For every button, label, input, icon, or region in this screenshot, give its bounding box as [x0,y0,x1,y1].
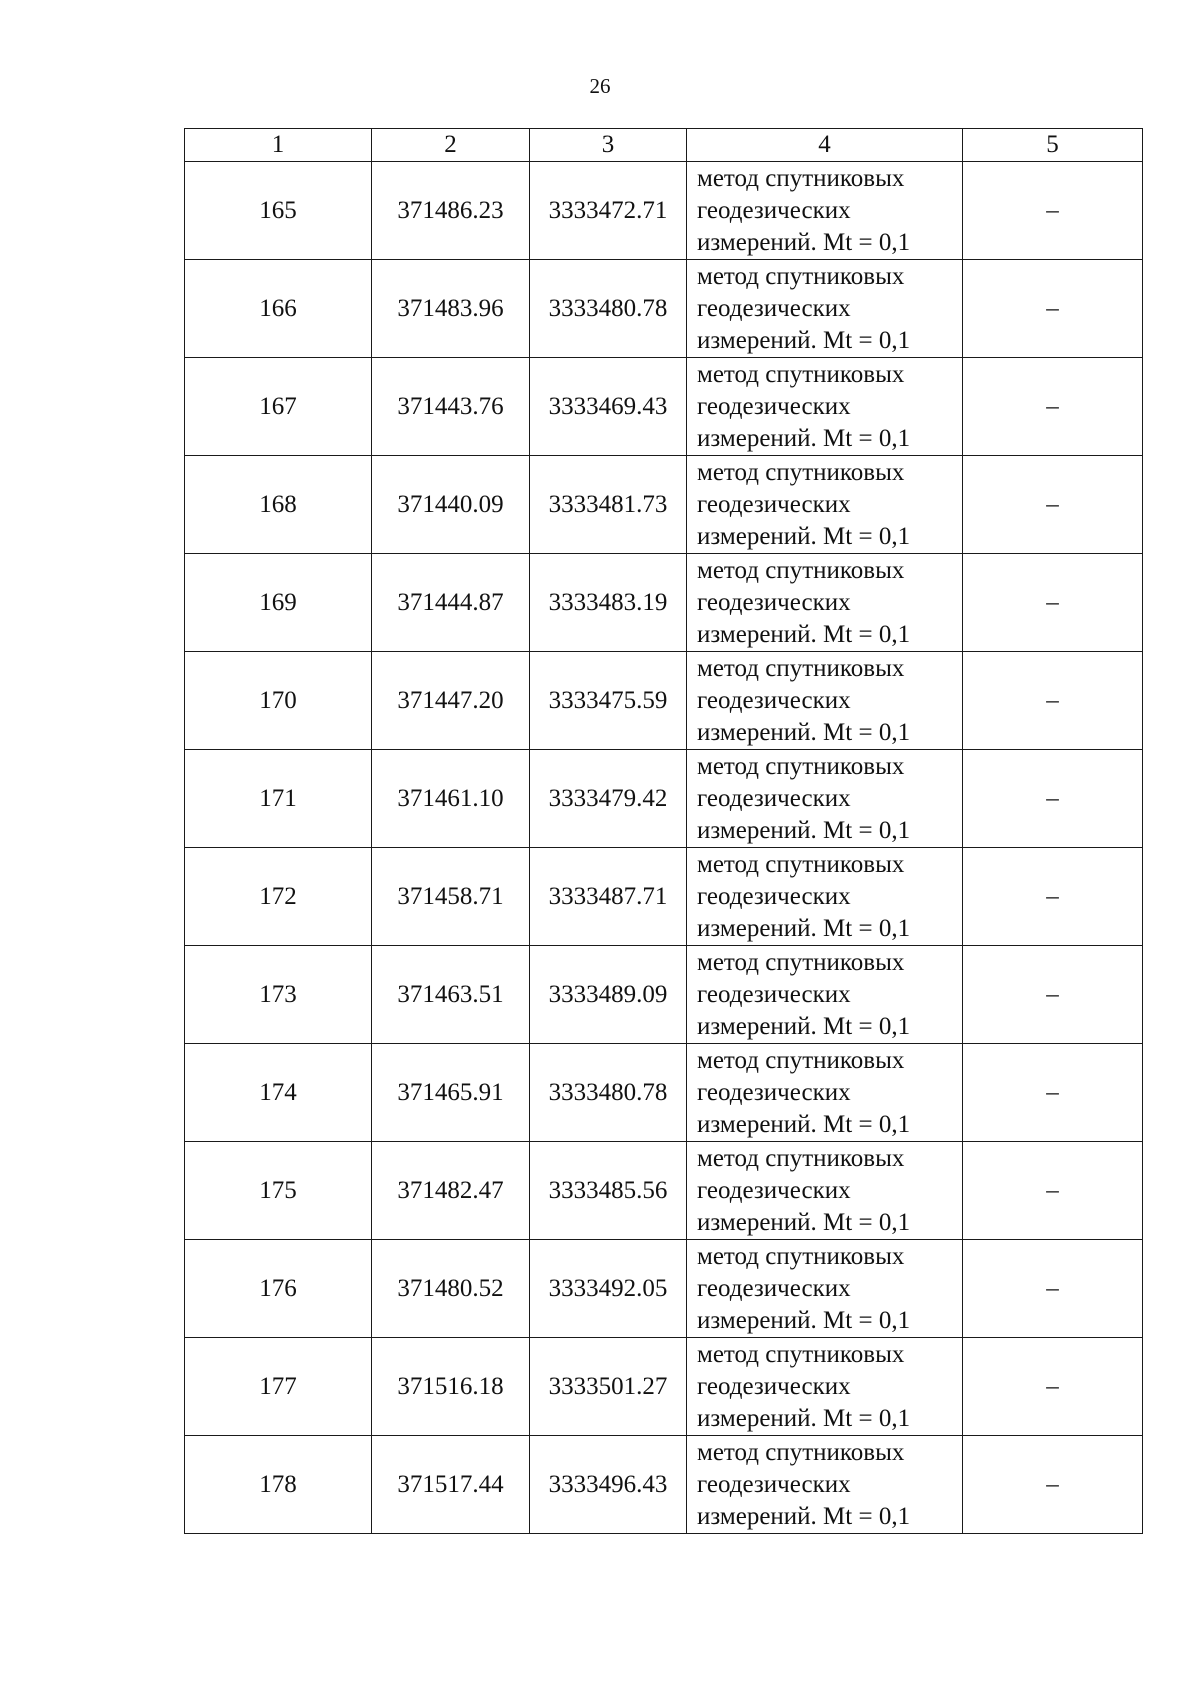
note-cell: – [963,1436,1143,1534]
method-cell [687,1240,963,1338]
method-line: метод спутниковых [697,1046,905,1074]
coordinate-y-cell: 3333485.56 [530,1142,687,1240]
point-number-cell: 171 [185,750,372,848]
coordinate-y-cell: 3333481.73 [530,456,687,554]
coordinate-y-cell: 3333480.78 [530,260,687,358]
coordinate-y-cell: 3333472.71 [530,162,687,260]
coordinate-x-cell: 371463.51 [372,946,530,1044]
method-cell [687,848,963,946]
method-line: измерений. Mt = 0,1 [697,620,911,648]
method-line: геодезических [697,1176,851,1204]
method-line: метод спутниковых [697,752,905,780]
table-row [185,1142,1143,1240]
note-cell: – [963,1240,1143,1338]
method-line: метод спутниковых [697,654,905,682]
table-row [185,1338,1143,1436]
method-line: геодезических [697,1372,851,1400]
method-line: измерений. Mt = 0,1 [697,228,911,256]
method-line: измерений. Mt = 0,1 [697,424,911,452]
table-row [185,1240,1143,1338]
method-line: измерений. Mt = 0,1 [697,326,911,354]
coordinate-y-cell: 3333501.27 [530,1338,687,1436]
method-line: измерений. Mt = 0,1 [697,1404,911,1432]
coordinate-y-cell: 3333469.43 [530,358,687,456]
method-cell [687,1142,963,1240]
point-number-cell: 167 [185,358,372,456]
point-number-cell: 172 [185,848,372,946]
method-line: метод спутниковых [697,360,905,388]
method-line: метод спутниковых [697,1242,905,1270]
coordinate-x-cell: 371444.87 [372,554,530,652]
table-row [185,554,1143,652]
method-line: геодезических [697,784,851,812]
table-row [185,652,1143,750]
method-line: геодезических [697,882,851,910]
method-line: измерений. Mt = 0,1 [697,522,911,550]
column-header-2: 2 [372,129,530,162]
point-number-cell: 177 [185,1338,372,1436]
note-cell: – [963,946,1143,1044]
note-cell: – [963,652,1143,750]
table-row [185,946,1143,1044]
point-number-cell: 165 [185,162,372,260]
method-cell [687,1044,963,1142]
column-header-3: 3 [530,129,687,162]
coordinate-y-cell: 3333492.05 [530,1240,687,1338]
method-line: метод спутниковых [697,1144,905,1172]
coordinate-x-cell: 371486.23 [372,162,530,260]
note-cell: – [963,1338,1143,1436]
coordinate-y-cell: 3333479.42 [530,750,687,848]
coordinate-x-cell: 371461.10 [372,750,530,848]
method-cell [687,260,963,358]
point-number-cell: 166 [185,260,372,358]
column-header-4: 4 [687,129,963,162]
point-number-cell: 173 [185,946,372,1044]
coordinate-x-cell: 371465.91 [372,1044,530,1142]
column-header-5: 5 [963,129,1143,162]
method-cell [687,554,963,652]
method-cell [687,946,963,1044]
coordinate-x-cell: 371447.20 [372,652,530,750]
table-row [185,1044,1143,1142]
method-line: метод спутниковых [697,262,905,290]
coordinate-x-cell: 371480.52 [372,1240,530,1338]
point-number-cell: 175 [185,1142,372,1240]
method-line: измерений. Mt = 0,1 [697,1110,911,1138]
page-number: 26 [589,74,611,98]
note-cell: – [963,1044,1143,1142]
method-line: геодезических [697,588,851,616]
method-line: измерений. Mt = 0,1 [697,1502,911,1530]
table-row [185,260,1143,358]
method-line: измерений. Mt = 0,1 [697,816,911,844]
method-line: метод спутниковых [697,1340,905,1368]
method-cell [687,162,963,260]
coordinate-x-cell: 371483.96 [372,260,530,358]
method-line: геодезических [697,980,851,1008]
method-line: метод спутниковых [697,1438,905,1466]
column-header-1: 1 [185,129,372,162]
table-row [185,848,1143,946]
point-number-cell: 176 [185,1240,372,1338]
coordinate-y-cell: 3333483.19 [530,554,687,652]
method-line: метод спутниковых [697,556,905,584]
coordinate-y-cell: 3333487.71 [530,848,687,946]
point-number-cell: 168 [185,456,372,554]
coordinate-y-cell: 3333475.59 [530,652,687,750]
note-cell: – [963,1142,1143,1240]
table-row [185,1436,1143,1534]
coordinate-x-cell: 371517.44 [372,1436,530,1534]
method-line: геодезических [697,1274,851,1302]
point-number-cell: 174 [185,1044,372,1142]
table-body [185,162,1143,1534]
method-line: геодезических [697,490,851,518]
method-line: геодезических [697,392,851,420]
coordinate-x-cell: 371516.18 [372,1338,530,1436]
method-line: метод спутниковых [697,164,905,192]
method-line: геодезических [697,686,851,714]
method-line: метод спутниковых [697,850,905,878]
method-cell [687,1436,963,1534]
note-cell: – [963,260,1143,358]
point-number-cell: 169 [185,554,372,652]
coordinate-y-cell: 3333480.78 [530,1044,687,1142]
table-row [185,162,1143,260]
method-line: метод спутниковых [697,458,905,486]
coordinate-x-cell: 371482.47 [372,1142,530,1240]
method-cell [687,652,963,750]
coordinate-x-cell: 371443.76 [372,358,530,456]
coordinate-y-cell: 3333496.43 [530,1436,687,1534]
note-cell: – [963,750,1143,848]
method-cell [687,750,963,848]
table-row [185,456,1143,554]
method-line: геодезических [697,196,851,224]
method-line: геодезических [697,1470,851,1498]
method-cell [687,358,963,456]
method-cell [687,456,963,554]
note-cell: – [963,456,1143,554]
method-line: измерений. Mt = 0,1 [697,914,911,942]
method-line: измерений. Mt = 0,1 [697,1208,911,1236]
coordinate-x-cell: 371458.71 [372,848,530,946]
method-line: геодезических [697,294,851,322]
method-line: метод спутниковых [697,948,905,976]
table-row [185,358,1143,456]
method-cell [687,1338,963,1436]
table-row [185,750,1143,848]
note-cell: – [963,358,1143,456]
method-line: измерений. Mt = 0,1 [697,1012,911,1040]
point-number-cell: 170 [185,652,372,750]
method-line: геодезических [697,1078,851,1106]
note-cell: – [963,162,1143,260]
point-number-cell: 178 [185,1436,372,1534]
method-line: измерений. Mt = 0,1 [697,1306,911,1334]
note-cell: – [963,848,1143,946]
method-line: измерений. Mt = 0,1 [697,718,911,746]
coordinate-x-cell: 371440.09 [372,456,530,554]
table-header-row [185,129,1143,162]
coordinate-y-cell: 3333489.09 [530,946,687,1044]
note-cell: – [963,554,1143,652]
coordinates-table [184,128,1143,1534]
